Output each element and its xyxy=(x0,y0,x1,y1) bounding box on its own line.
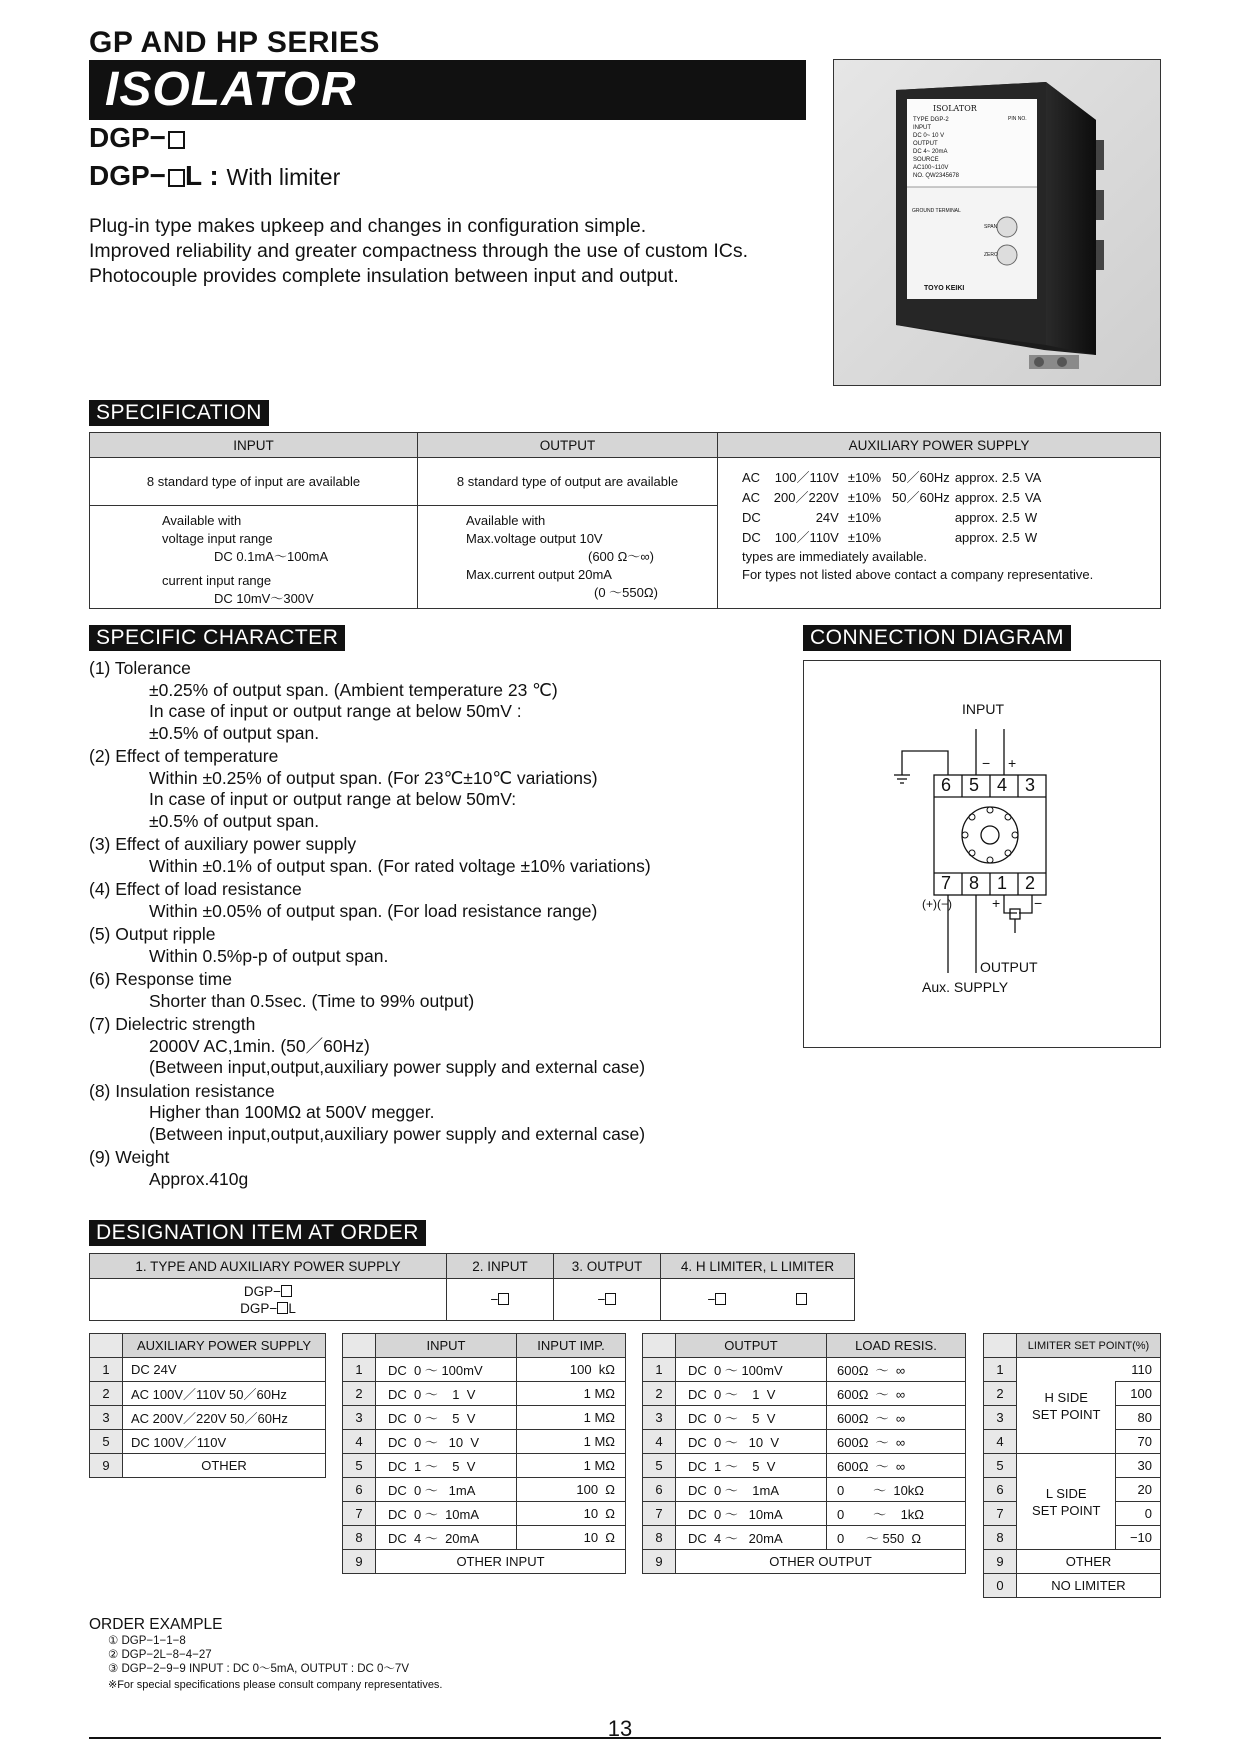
character-item: (7) Dielectric strength 2000V AC,1min. (50／60Hz) (Between input,output,auxiliary power supply and external case) xyxy=(89,1014,646,1077)
pin-number: 2 xyxy=(1025,873,1036,893)
section-specific-character: SPECIFIC CHARACTER xyxy=(89,625,345,651)
section-connection-diagram: CONNECTION DIAGRAM xyxy=(803,625,1071,651)
table-row: 7 0 xyxy=(984,1502,1161,1526)
table-row: 7 DC 0 〜 10mA 10 Ω xyxy=(343,1502,626,1526)
character-item: (1) Tolerance ±0.25% of output span. (Ambient temperature 23 ℃) In case of input or output range at below 50mV : ±0.5% of output span. xyxy=(89,658,558,743)
section-designation: DESIGNATION ITEM AT ORDER xyxy=(89,1220,426,1246)
character-item: (9) Weight Approx.410g xyxy=(89,1147,249,1189)
aux-power-spec: AC 100／110V ±10% 50／60Hz approx. 2.5 VA AC 200／220V ±10% 50／60Hz approx. 2.5 VA DC 24V ±10% approx. 2.5 W DC 100／110V ±10% approx. 2.5 W types are immediately available. For types not listed above contact a company representative. xyxy=(718,458,1161,609)
table-row: 4 DC 0 〜 10 V 1 MΩ xyxy=(343,1430,626,1454)
blank-box-icon xyxy=(168,169,185,187)
page-title: ISOLATOR xyxy=(89,60,806,120)
intro-text: Plug-in type makes upkeep and changes in configuration simple. Improved reliability and greater compactness through the use of custom ICs. Photocouple provides complete insulation between input and output. xyxy=(89,215,748,287)
table-row: 0 NO LIMITER xyxy=(984,1574,1161,1598)
model-code-1: DGP− xyxy=(89,122,185,154)
diagram-input-label: INPUT xyxy=(962,701,1004,717)
table-row: 3 AC 200V／220V 50／60Hz xyxy=(90,1406,326,1430)
designation-table: 1. TYPE AND AUXILIARY POWER SUPPLY 2. INPUT 3. OUTPUT 4. H LIMITER, L LIMITER DGP− DGP− L − − − xyxy=(89,1253,855,1321)
pin-number: 3 xyxy=(1025,775,1036,795)
pin-number: 8 xyxy=(969,873,980,893)
table-row: 2 100 xyxy=(984,1382,1161,1406)
specific-character-list xyxy=(89,658,651,1192)
page-number: 13 xyxy=(607,1716,633,1741)
table-row: 1 DC 0 〜 100mV 600Ω 〜 ∞ xyxy=(643,1358,966,1382)
aux-power-table: AUXILIARY POWER SUPPLY 1 DC 24V 2 AC 100V／110V 50／60Hz 3 AC 200V／220V 50／60Hz 5 DC 100V／110V 9 OTHER xyxy=(89,1333,326,1478)
pin-number: 5 xyxy=(969,775,980,795)
table-row: 5 DC 100V／110V xyxy=(90,1430,326,1454)
table-row: 3 80 xyxy=(984,1406,1161,1430)
table-row: 3 DC 0 〜 5 V 1 MΩ xyxy=(343,1406,626,1430)
table-row: 8 DC 4 〜 20mA 10 Ω xyxy=(343,1526,626,1550)
output-table: OUTPUT LOAD RESIS. 1 DC 0 〜 100mV 600Ω 〜 ∞ 2 DC 0 〜 1 V 600Ω 〜 ∞ 3 DC 0 〜 5 V 600Ω 〜 ∞ 4 DC 0 〜 10 V 600Ω 〜 ∞ 5 DC 1 〜 5 V 600Ω 〜 ∞ 6 DC 0 〜 1mA 0 〜 10kΩ 7 DC 0 〜 10mA 0 〜 1kΩ 8 DC 4 〜 20mA 0 〜 550 Ω 9 OTHER OUTPUT xyxy=(642,1333,966,1574)
limiter-table: LIMITER SET POINT(%) 1 H SIDE SET POINT 110 2 100 3 80 4 70 5 L SIDE SET POINT 30 6 20 7 0 8 −10 9 OTHER 0 NO LIMITER xyxy=(983,1333,1161,1598)
table-row: 3 DC 0 〜 5 V 600Ω 〜 ∞ xyxy=(643,1406,966,1430)
photo-label: TYPE DGP-2 INPUT DC 0~ 10 V OUTPUT DC 4~ 20mA SOURCE AC100~110V NO. QW2345678 xyxy=(913,117,960,179)
input-table: INPUT INPUT IMP. 1 DC 0 〜 100mV 100 kΩ 2 DC 0 〜 1 V 1 MΩ 3 DC 0 〜 5 V 1 MΩ 4 DC 0 〜 10 V 1 MΩ 5 DC 1 〜 5 V 1 MΩ 6 DC 0 〜 1mA 100 Ω 7 DC 0 〜 10mA 10 Ω 8 DC 4 〜 20mA 10 Ω 9 OTHER INPUT xyxy=(342,1333,626,1574)
specification-table: INPUT OUTPUT AUXILIARY POWER SUPPLY 8 standard type of input are available 8 standard type of output are available AC 100／110V ±10% 50／60Hz approx. 2.5 VA AC 200／220V ±10% 50／60Hz approx. 2.5 VA DC 24V ±10% approx. 2.5 W DC 100／110V ±10% approx. 2.5 W types are immediately available. For types not listed above contact a company representative. Available with voltage input range DC 0.1mA〜100mA current input range DC 10mV〜300V Available with Max.voltage output 10V (600 Ω〜∞) Max.current output 20mA (0 〜550Ω) xyxy=(89,432,1161,609)
table-row: 5 L SIDE SET POINT 30 xyxy=(984,1454,1161,1478)
table-row: 4 DC 0 〜 10 V 600Ω 〜 ∞ xyxy=(643,1430,966,1454)
table-row: 1 DC 0 〜 100mV 100 kΩ xyxy=(343,1358,626,1382)
table-row: 5 DC 1 〜 5 V 1 MΩ xyxy=(343,1454,626,1478)
section-specification: SPECIFICATION xyxy=(89,400,269,426)
model-code-2: DGP− L : With limiter xyxy=(89,160,341,191)
table-row: 2 DC 0 〜 1 V 1 MΩ xyxy=(343,1382,626,1406)
table-row: 9 OTHER INPUT xyxy=(343,1550,626,1574)
table-row: 6 20 xyxy=(984,1478,1161,1502)
output-availability: Available with Max.voltage output 10V (600 Ω〜∞) Max.current output 20mA (0 〜550Ω) xyxy=(418,506,718,609)
table-row: 5 DC 1 〜 5 V 600Ω 〜 ∞ xyxy=(643,1454,966,1478)
input-availability: Available with voltage input range DC 0.1mA〜100mA current input range DC 10mV〜300V xyxy=(90,506,418,609)
table-row: 9 OTHER xyxy=(90,1454,326,1478)
table-row: 9 OTHER OUTPUT xyxy=(643,1550,966,1574)
diagram-output-label: OUTPUT xyxy=(980,959,1038,975)
character-item: (8) Insulation resistance Higher than 100MΩ at 500V megger. (Between input,output,auxiliary power supply and external case) xyxy=(89,1080,646,1144)
table-row: 4 70 xyxy=(984,1430,1161,1454)
character-item: (5) Output ripple Within 0.5%p-p of output span. xyxy=(89,924,389,966)
diagram-aux-label: Aux. SUPPLY xyxy=(922,979,1009,995)
character-item: (2) Effect of temperature Within ±0.25% of output span. (For 23℃±10℃ variations) In case of input or output range at below 50mV: ±0.5% of output span. xyxy=(89,746,598,831)
table-row: 7 DC 0 〜 10mA 0 〜 1kΩ xyxy=(643,1502,966,1526)
pin-number: 6 xyxy=(941,775,952,795)
character-item: (6) Response time Shorter than 0.5sec. (Time to 99% output) xyxy=(89,969,475,1011)
l-side-label: L SIDE SET POINT xyxy=(1017,1454,1116,1550)
table-row: 1 DC 24V xyxy=(90,1358,326,1382)
pin-number: 4 xyxy=(997,775,1008,795)
table-row: 9 OTHER xyxy=(984,1550,1161,1574)
product-photo: ISOLATOR TYPE DGP-2 INPUT DC 0~ 10 V OUTPUT DC 4~ 20mA SOURCE AC100~110V NO. QW2345678 PIN NO. GROUND TERMINAL SPAN ZERO TOYO KEIKI xyxy=(833,59,1161,386)
pin-number: 1 xyxy=(997,873,1008,893)
character-item: (3) Effect of auxiliary power supply Within ±0.1% of output span. (For rated voltage ±10% variations) xyxy=(89,834,651,876)
table-row: 6 DC 0 〜 1mA 0 〜 10kΩ xyxy=(643,1478,966,1502)
table-row: 2 AC 100V／110V 50／60Hz xyxy=(90,1382,326,1406)
series-title: GP AND HP SERIES xyxy=(89,26,380,59)
pin-number: 7 xyxy=(941,873,952,893)
order-example: ORDER EXAMPLE ① DGP−1−1−8 ② DGP−2L−8−4−27 ③ DGP−2−9−9 INPUT : DC 0〜5mA, OUTPUT : DC 0〜7V ※For special specifications please consult company representatives. xyxy=(89,1616,443,1691)
table-row: 1 H SIDE SET POINT 110 xyxy=(984,1358,1161,1382)
character-item: (4) Effect of load resistance Within ±0.05% of output span. (For load resistance range) xyxy=(89,879,598,921)
blank-box-icon xyxy=(168,131,185,149)
table-row: 2 DC 0 〜 1 V 600Ω 〜 ∞ xyxy=(643,1382,966,1406)
table-row: 6 DC 0 〜 1mA 100 Ω xyxy=(343,1478,626,1502)
h-side-label: H SIDE SET POINT xyxy=(1017,1358,1116,1454)
table-row: 8 −10 xyxy=(984,1526,1161,1550)
connection-diagram: INPUT − + 6 5 4 3 7 8 1 2 (+)(−) + − OUTPUT Aux. SUPPLY xyxy=(803,660,1161,1048)
table-row: 8 DC 4 〜 20mA 0 〜 550 Ω xyxy=(643,1526,966,1550)
